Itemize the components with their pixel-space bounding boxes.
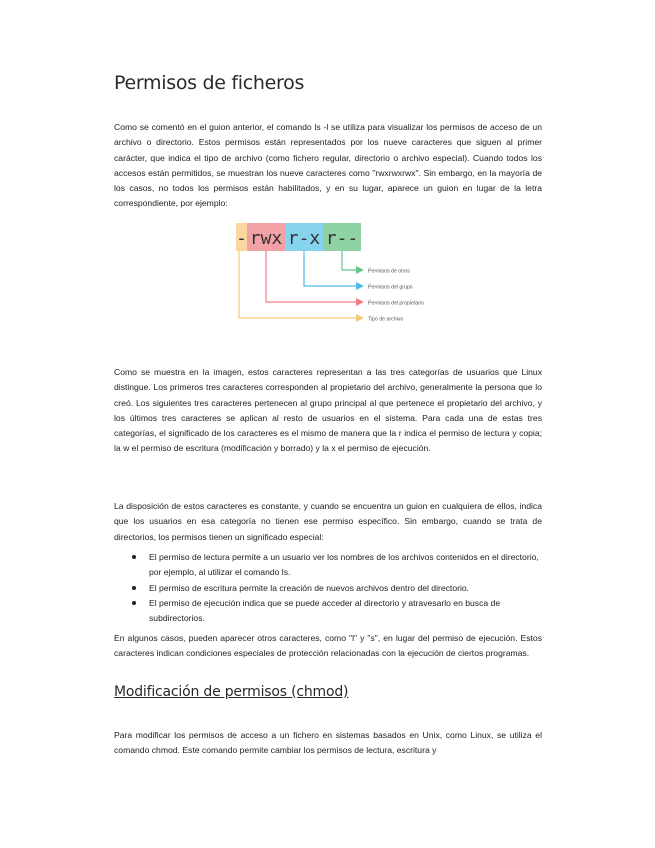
chmod-paragraph: Para modificar los permisos de acceso a un fichero en sistemas basados en Unix, como Linux, se utiliza el comando chmod. Este comando permite cambiar los permisos de lectura, escritura y xyxy=(114,730,542,756)
list-item: El permiso de escritura permite la creación de nuevos archivos dentro del directorio. xyxy=(114,581,544,596)
others-label: Permisos de otros xyxy=(368,268,410,275)
intro-paragraph: Como se comentó en el guion anterior, el comando ls -l se utiliza para visualizar los permisos de acceso de un archivo o directorio. Estos permisos están representados por los nueve caracteres que siguen al primer carácter, que indica el tipo de archivo (como fichero regular, directorio o archivo especial). Cuando todos los accesos están permitidos, se muestran los nueve caracteres como "rwxrwxrwx". Sin embargo, en la mayoría de los casos, no todos los permisos están habilitados, y en su lugar, aparece un guion en lugar de la letra correspondiente, por ejemplo: xyxy=(114,122,542,209)
owner-arrow-icon xyxy=(356,298,364,306)
special-chars-paragraph: En algunos casos, pueden aparecer otros caracteres, como "l" y "s", en lugar del permiso de ejecución. Estos caracteres indican condiciones especiales de protección relacionadas con la ejecución de ciertos programas. xyxy=(114,633,542,659)
group-connector xyxy=(304,251,356,286)
group-arrow-icon xyxy=(356,282,364,290)
explanation-paragraph: Como se muestra en la imagen, estos caracteres representan a las tres categorías de usuarios que Linux distingue. Los primeros tres caracteres corresponden al propietario del archivo, generalmente la persona que lo creó. Los siguientes tres caracteres pertenecen al grupo principal al que pertenece el propietario del archivo, y los últimos tres caracteres se aplican al resto de usuarios en el sistema. Para cada una de estas tres categorías, el significado de los caracteres es el mismo de manera que la r indica el permiso de lectura y copia; la w el permiso de escritura (modificación y borrado) y la x el permiso de ejecución. xyxy=(114,367,542,454)
others-arrow-icon xyxy=(356,266,364,274)
disposition-paragraph: La disposición de estos caracteres es constante, y cuando se encuentra un guion en cualquiera de ellos, indica que los usuarios en esa categoría no tienen ese permiso específico. Sin embargo, cuando se trata de directorios, los permisos tienen un significado especial: xyxy=(114,501,542,542)
list-item: El permiso de lectura permite a un usuario ver los nombres de los archivos contenidos en el directorio, por ejemplo, al utilizar el comando ls. xyxy=(114,550,544,581)
type-label: Tipo de archivo xyxy=(368,316,404,323)
page-title: Permisos de ficheros xyxy=(114,72,305,94)
group-label: Permisos del grupo xyxy=(368,284,413,291)
type-connector xyxy=(239,251,356,318)
owner-label: Permisos del propietario xyxy=(368,300,424,307)
owner-chars: rwx xyxy=(249,228,283,249)
type-arrow-icon xyxy=(356,314,364,322)
group-chars: r-x xyxy=(287,228,321,249)
section-heading-chmod: Modificación de permisos (chmod) xyxy=(114,684,349,700)
others-chars: r-- xyxy=(325,228,359,249)
directory-permissions-list xyxy=(114,550,544,626)
others-connector xyxy=(342,251,356,270)
list-item: El permiso de ejecución indica que se puede acceder al directorio y atravesarlo en busca de subdirectorios. xyxy=(114,596,544,627)
type-chars: - xyxy=(236,228,247,249)
